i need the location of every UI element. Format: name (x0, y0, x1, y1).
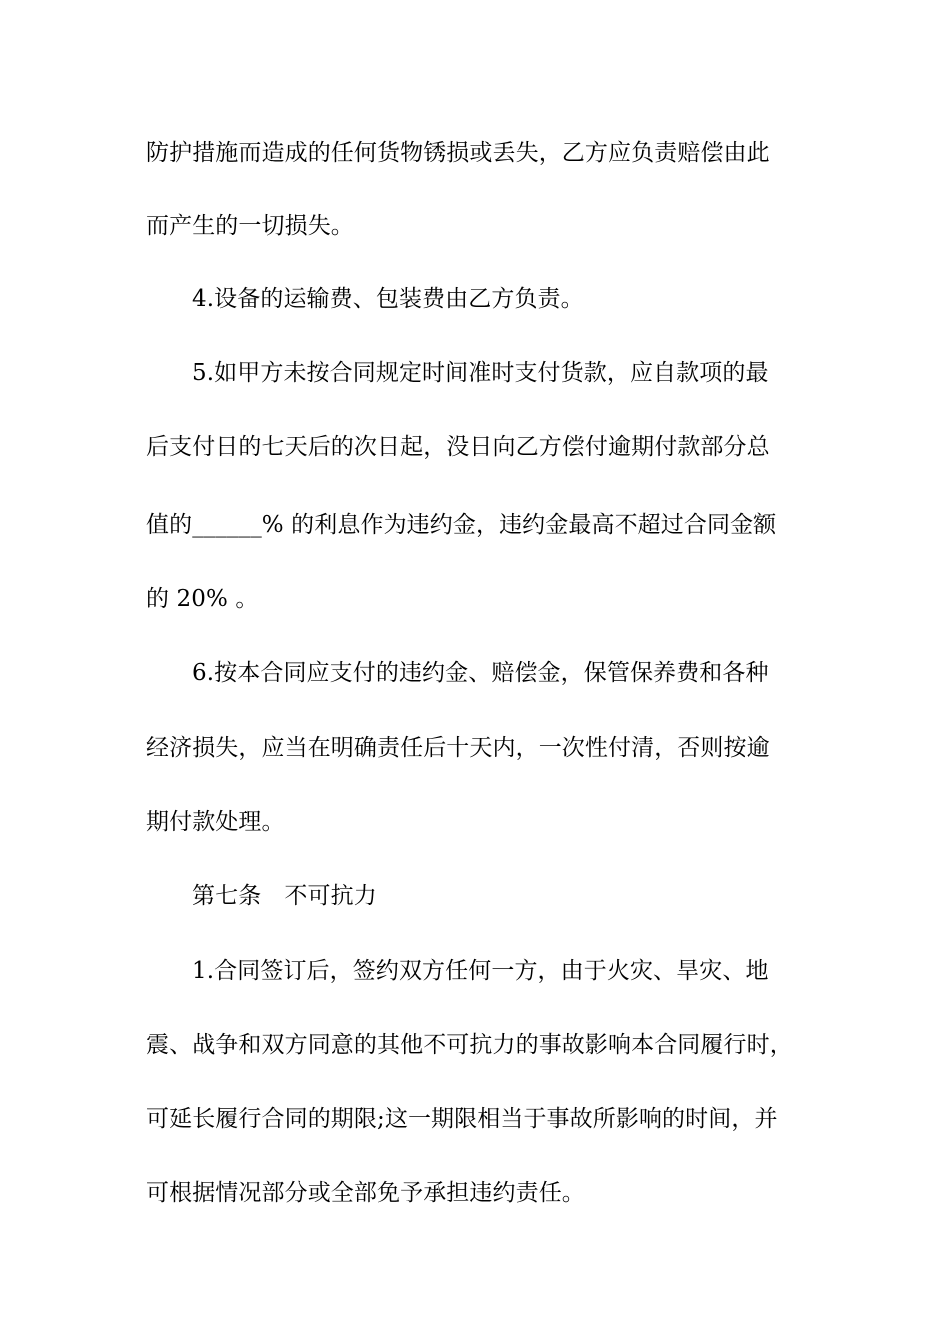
text-line: 期付款处理。 (146, 809, 285, 835)
paragraph-6: 6.按本合同应支付的违约金、赔偿金，保管保养费和各种 (192, 660, 769, 686)
text-line: 而产生的一切损失。 (146, 213, 354, 239)
text-line: 后支付日的七天后的次日起，没日向乙方偿付逾期付款部分总 (146, 434, 770, 460)
text-line: 防护措施而造成的任何货物锈损或丢失，乙方应负责赔偿由此 (146, 140, 770, 166)
paragraph-5: 5.如甲方未按合同规定时间准时支付货款，应自款项的最 (192, 360, 769, 386)
text-line: 经济损失，应当在明确责任后十天内，一次性付清，否则按逾 (146, 735, 770, 761)
text-line: 可根据情况部分或全部免予承担违约责任。 (146, 1180, 585, 1206)
section-heading: 第七条 不可抗力 (192, 883, 377, 909)
text-line: 的 20% 。 (146, 586, 259, 612)
text-line: 可延长履行合同的期限;这一期限相当于事故所影响的时间，并 (146, 1106, 778, 1132)
paragraph-4: 4.设备的运输费、包装费由乙方负责。 (192, 286, 584, 312)
text-line: 震、战争和双方同意的其他不可抗力的事故影响本合同履行时， (146, 1032, 793, 1058)
text-line: 值的______% 的利息作为违约金，违约金最高不超过合同金额 (146, 512, 777, 538)
paragraph-1: 1.合同签订后，签约双方任何一方，由于火灾、旱灾、地 (192, 958, 769, 984)
